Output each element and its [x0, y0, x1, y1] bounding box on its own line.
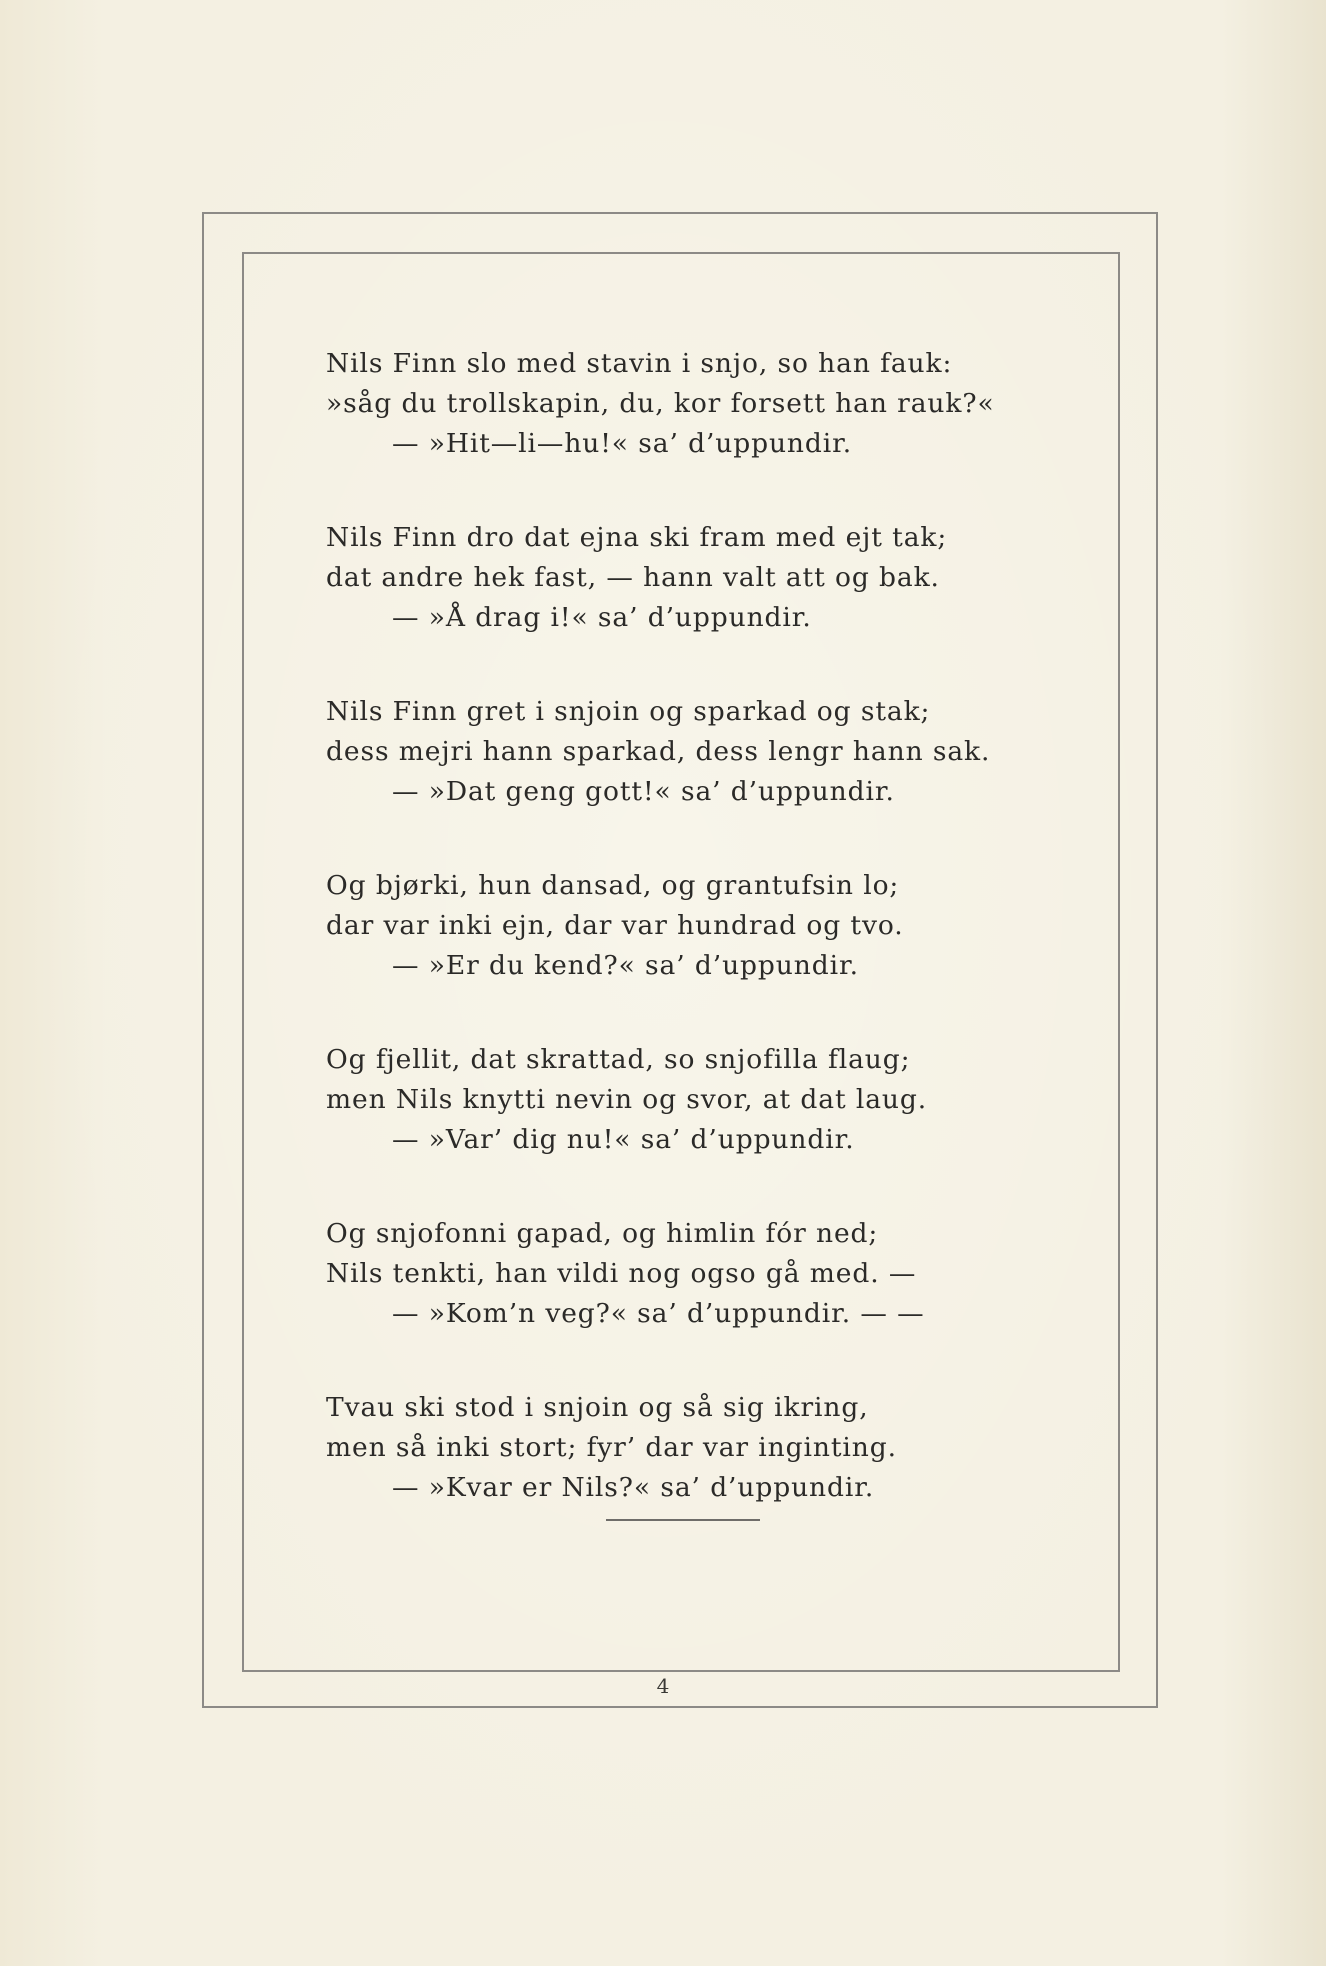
- verse-line: Nils Finn slo med stavin i snjo, so han fauk:: [326, 348, 953, 379]
- stanza-6: [326, 1214, 1046, 1334]
- refrain-line: — »Er du kend?« sa’ d’uppundir.: [392, 950, 859, 981]
- verse-line: Nils Finn gret i snjoin og sparkad og stak;: [326, 696, 931, 727]
- verse-line: Og fjellit, dat skrattad, so snjofilla flaug;: [326, 1044, 911, 1075]
- verse-line: Og snjofonni gapad, og himlin fór ned;: [326, 1218, 879, 1249]
- refrain-line: — »Kvar er Nils?« sa’ d’uppundir.: [392, 1472, 875, 1503]
- stanza-3: [326, 692, 1046, 812]
- verse-line: men Nils knytti nevin og svor, at dat laug.: [326, 1084, 928, 1115]
- verse-line: Og bjørki, hun dansad, og grantufsin lo;: [326, 870, 900, 901]
- refrain-line: — »Å drag i!« sa’ d’uppundir.: [392, 602, 812, 633]
- refrain-line: — »Var’ dig nu!« sa’ d’uppundir.: [392, 1124, 855, 1155]
- verse-line: »såg du trollskapin, du, kor forsett han rauk?«: [326, 388, 995, 419]
- stanza-2: [326, 518, 1046, 638]
- refrain-line: — »Hit—li—hu!« sa’ d’uppundir.: [392, 428, 853, 459]
- end-divider-rule: [606, 1519, 760, 1521]
- stanza-1: [326, 344, 1046, 464]
- verse-line: dat andre hek fast, — hann valt att og bak.: [326, 562, 940, 593]
- verse-line: men så inki stort; fyr’ dar var inginting.: [326, 1432, 897, 1463]
- refrain-line: — »Kom’n veg?« sa’ d’uppundir. — —: [392, 1298, 925, 1329]
- page-number: 4: [656, 1674, 670, 1698]
- verse-line: Nils tenkti, han vildi nog ogso gå med. —: [326, 1258, 917, 1289]
- verse-line: dar var inki ejn, dar var hundrad og tvo.: [326, 910, 904, 941]
- stanza-5: [326, 1040, 1046, 1160]
- stanza-7: [326, 1388, 1046, 1508]
- verse-line: Tvau ski stod i snjoin og så sig ikring,: [326, 1392, 869, 1423]
- verse-line: dess mejri hann sparkad, dess lengr hann sak.: [326, 736, 991, 767]
- verse-line: Nils Finn dro dat ejna ski fram med ejt tak;: [326, 522, 948, 553]
- poem-text: [326, 344, 1046, 1562]
- stanza-4: [326, 866, 1046, 986]
- refrain-line: — »Dat geng gott!« sa’ d’uppundir.: [392, 776, 895, 807]
